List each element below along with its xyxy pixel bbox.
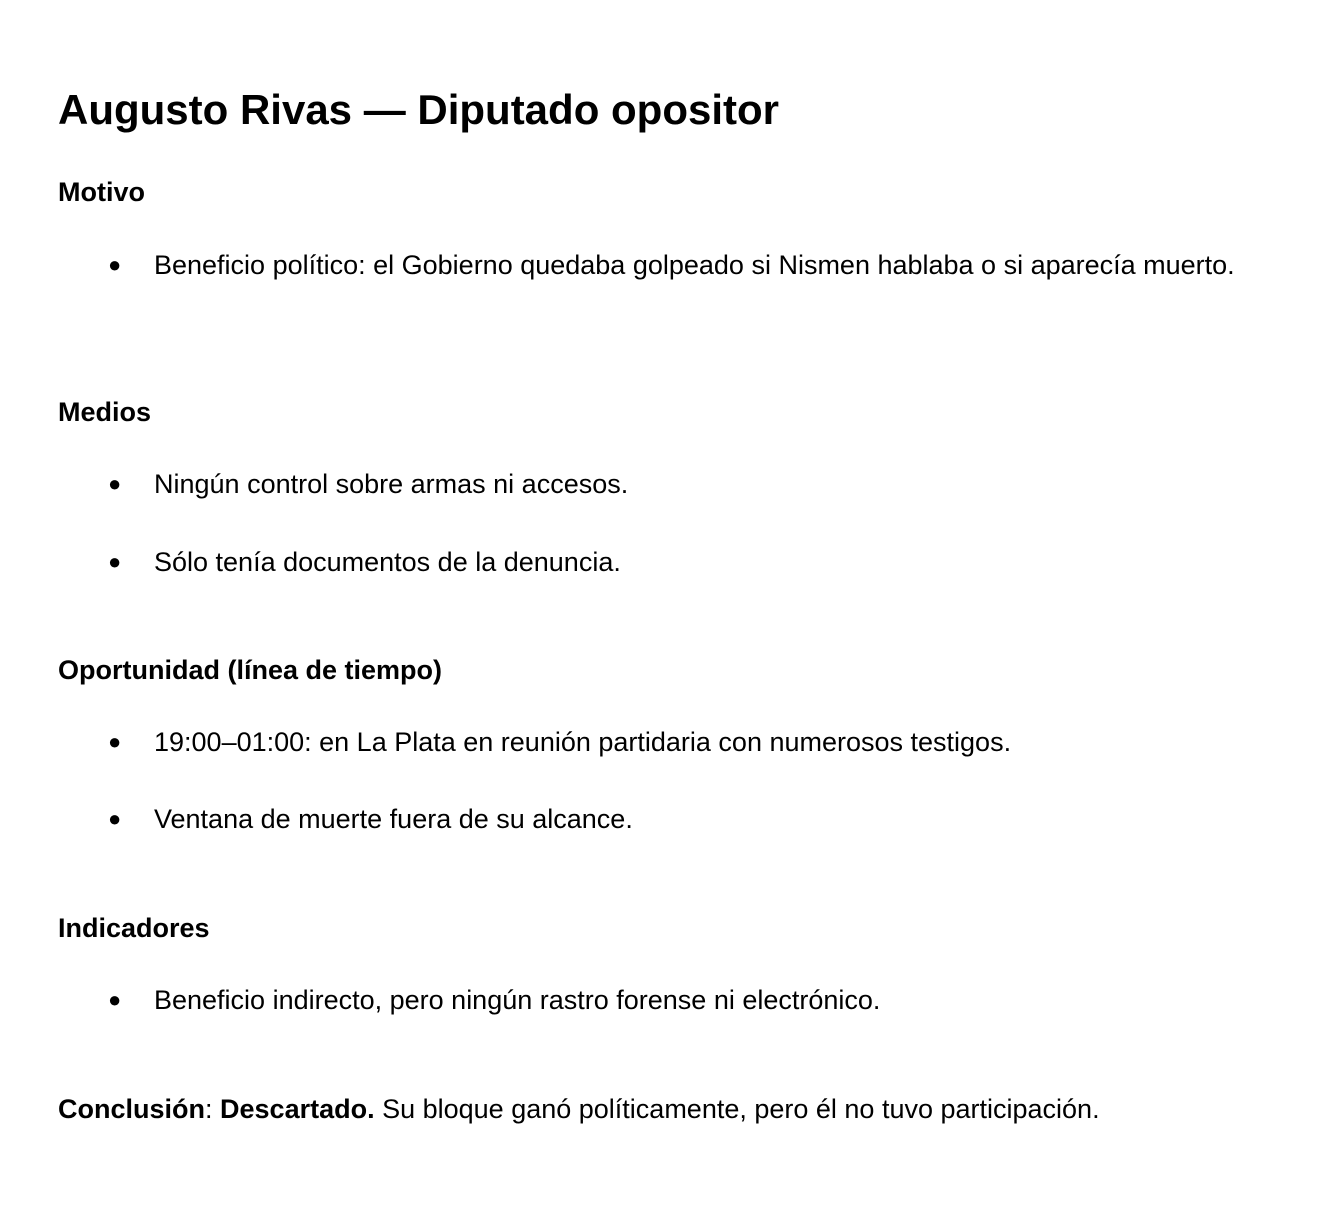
list-item-text: Ventana de muerte fuera de su alcance.	[154, 804, 633, 834]
bullet-icon: ●	[108, 987, 122, 1012]
list-item	[108, 465, 1238, 503]
conclusion	[58, 1090, 1100, 1128]
list-item-text: Beneficio indirecto, pero ningún rastro forense ni electrónico.	[154, 985, 881, 1015]
list-item	[108, 800, 1238, 838]
bullet-icon: ●	[108, 471, 122, 496]
bullet-icon: ●	[108, 729, 122, 754]
list-item	[108, 723, 1238, 761]
conclusion-verdict: Descartado.	[220, 1094, 375, 1124]
list-item-text: Ningún control sobre armas ni accesos.	[154, 469, 629, 499]
page-title: Augusto Rivas — Diputado opositor	[58, 86, 779, 133]
conclusion-label: Conclusión	[58, 1094, 205, 1124]
bullet-icon: ●	[108, 252, 122, 277]
section-heading-medios: Medios	[58, 397, 152, 427]
conclusion-text: Su bloque ganó políticamente, pero él no tuvo participación.	[374, 1094, 1100, 1124]
bullet-icon: ●	[108, 549, 122, 574]
list-item-text: Beneficio político: el Gobierno quedaba golpeado si Nismen hablaba o si aparecía muerto.	[154, 250, 1235, 280]
section-heading-motivo: Motivo	[58, 177, 145, 207]
list-item	[108, 981, 1238, 1019]
list-item-text: Sólo tenía documentos de la denuncia.	[154, 547, 621, 577]
conclusion-separator: :	[205, 1094, 221, 1124]
list-item	[108, 246, 1238, 284]
section-heading-oportunidad: Oportunidad (línea de tiempo)	[58, 655, 442, 685]
list-item	[108, 543, 1238, 581]
section-heading-indicadores: Indicadores	[58, 913, 210, 943]
bullet-icon: ●	[108, 806, 122, 831]
list-item-text: 19:00–01:00: en La Plata en reunión partidaria con numerosos testigos.	[154, 727, 1012, 757]
